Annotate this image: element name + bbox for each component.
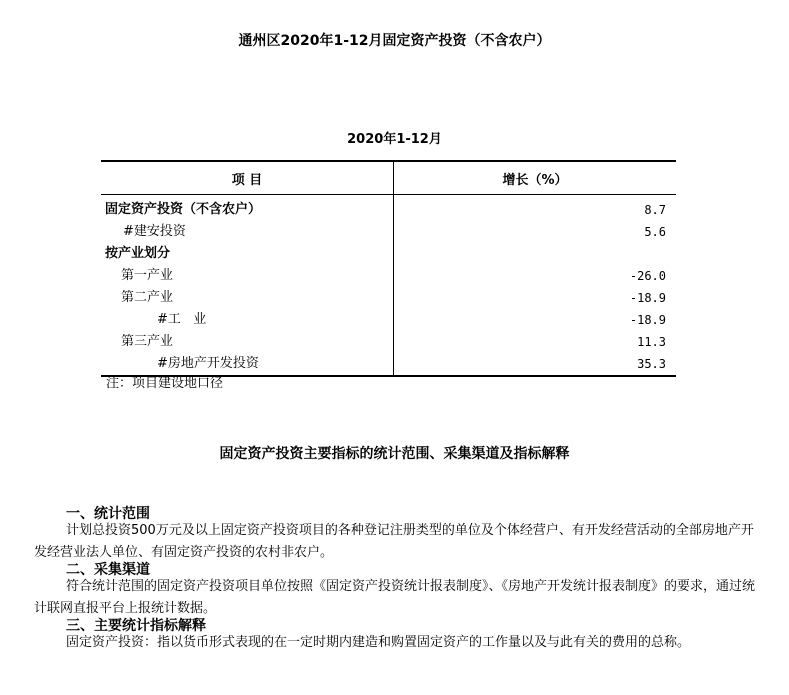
explanation-title: 固定资产投资主要指标的统计范围、采集渠道及指标解释 (219, 446, 570, 462)
row-growth-value: 5.6 (644, 225, 666, 239)
table-note: 注：项目建设地口径 (106, 376, 224, 391)
row-label: #建安投资 (101, 221, 394, 243)
table-row (101, 287, 676, 309)
row-label: 按产业划分 (101, 243, 394, 265)
table-body (101, 195, 676, 377)
row-label: 固定资产投资（不含农户） (101, 195, 394, 222)
row-label: 第二产业 (101, 287, 394, 309)
row-growth-value: -26.0 (629, 269, 666, 283)
table-row (101, 221, 676, 243)
header-growth: 增长（%） (394, 161, 677, 195)
section-2-heading: 二、采集渠道 (66, 562, 150, 578)
table-header-row (101, 161, 676, 195)
table-row (101, 265, 676, 287)
period-subtitle: 2020年1-12月 (347, 132, 442, 147)
row-label: 第三产业 (101, 331, 394, 353)
page-title: 通州区2020年1-12月固定资产投资（不含农户） (238, 33, 551, 49)
row-growth-value (394, 243, 677, 265)
section-1-heading: 一、统计范围 (66, 506, 150, 522)
table-row (101, 195, 676, 222)
row-label: #工 业 (101, 309, 394, 331)
header-item: 项 目 (101, 161, 394, 195)
row-growth-value: 35.3 (394, 353, 677, 376)
table-row (101, 309, 676, 331)
table-row (101, 243, 676, 265)
row-label: #房地产开发投资 (101, 353, 394, 376)
row-growth-value: 11.3 (637, 335, 666, 349)
investment-table-container (101, 160, 676, 377)
row-growth-value: -18.9 (629, 313, 666, 327)
investment-table (101, 160, 676, 377)
table-row (101, 331, 676, 353)
section-2-text: 符合统计范围的固定资产投资项目单位按照《固定资产投资统计报表制度》、《房地产开发统计报表制度》的要求，通过统计联网直报平台上报统计数据。 (34, 579, 756, 616)
section-3-heading: 三、主要统计指标解释 (66, 618, 206, 634)
row-label: 第一产业 (101, 265, 394, 287)
row-growth-value: -18.9 (629, 291, 666, 305)
section-3-text: 固定资产投资：指以货币形式表现的在一定时期内建造和购置固定资产的工作量以及与此有关的费用的总称。 (66, 635, 691, 650)
row-growth-value: 8.7 (644, 203, 666, 217)
section-1-text: 计划总投资500万元及以上固定资产投资项目的各种登记注册类型的单位及个体经营户、有开发经营活动的全部房地产开发经营业法人单位、有固定资产投资的农村非农户。 (34, 523, 754, 560)
